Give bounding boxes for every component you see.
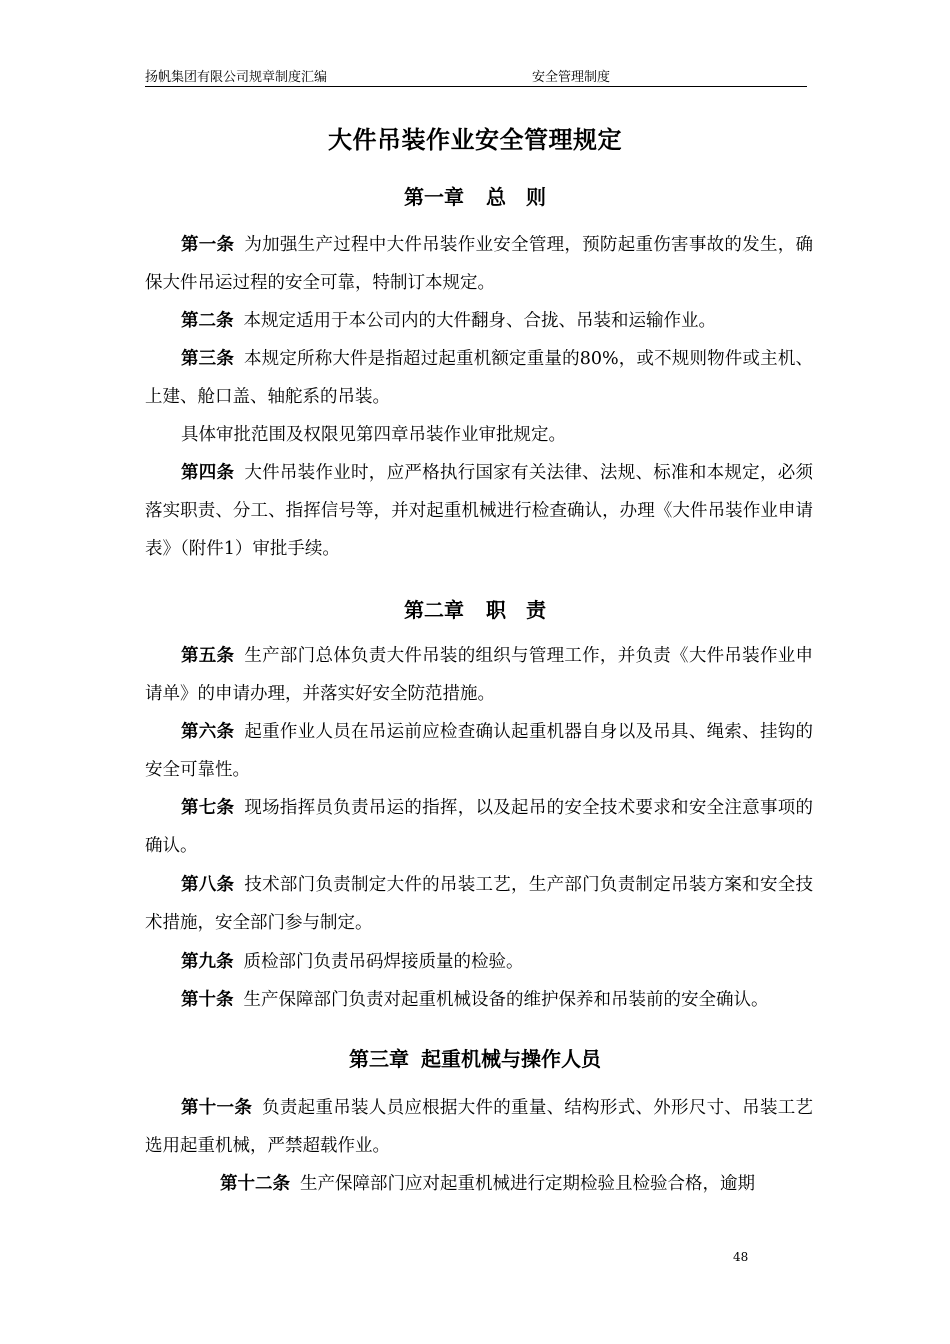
chapter-heading-1 (0, 181, 950, 210)
chapter-name: 总 则 (486, 185, 546, 209)
article-12 (145, 1165, 813, 1203)
article-9 (145, 943, 813, 981)
article-label: 第一条 (181, 235, 235, 255)
article-2 (145, 302, 813, 340)
article-label: 第三条 (181, 349, 235, 369)
article-7 (145, 789, 813, 865)
article-text: 具体审批范围及权限见第四章吊装作业审批规定。 (181, 425, 566, 445)
article-text: 本规定适用于本公司内的大件翻身、合拢、吊装和运输作业。 (243, 311, 716, 331)
article-text: 负责起重吊装人员应根据大件的重量、结构形式、外形尺寸、吊装工艺选用起重机械，严禁超载作业。 (145, 1098, 814, 1156)
chapter-name: 起重机械与操作人员 (421, 1047, 601, 1071)
article-5 (145, 637, 813, 713)
chapter-heading-3 (0, 1043, 950, 1072)
article-11 (145, 1089, 813, 1165)
article-label: 第二条 (181, 311, 234, 331)
article-1 (145, 226, 813, 302)
article-text: 技术部门负责制定大件的吊装工艺，生产部门负责制定吊装方案和安全技术措施，安全部门参与制定。 (145, 875, 814, 933)
article-text: 本规定所称大件是指超过起重机额定重量的80%，或不规则物件或主机、上建、舱口盖、轴舵系的吊装。 (145, 349, 813, 407)
article-10 (145, 981, 825, 1019)
chapter-number: 第二章 (404, 598, 464, 622)
chapter-heading-2 (0, 594, 950, 623)
chapter-number: 第三章 (349, 1047, 409, 1071)
article-6 (145, 713, 813, 789)
article-label: 第九条 (181, 952, 234, 972)
article-text: 生产保障部门应对起重机械进行定期检验且检验合格，逾期 (300, 1174, 755, 1194)
article-label: 第七条 (181, 798, 235, 818)
header-center-text: 安全管理制度 (532, 70, 611, 85)
article-label: 第四条 (181, 463, 235, 483)
chapter-number: 第一章 (404, 185, 464, 209)
document-title: 大件吊装作业安全管理规定 (328, 126, 622, 154)
page-header (145, 66, 807, 87)
article-label: 第十一条 (181, 1098, 253, 1118)
article-text: 质检部门负责吊码焊接质量的检验。 (243, 952, 524, 972)
article-text: 生产保障部门负责对起重机械设备的维护保养和吊装前的安全确认。 (243, 990, 769, 1010)
article-label: 第八条 (181, 875, 235, 895)
page-number: 48 (733, 1250, 749, 1264)
article-4 (145, 454, 813, 568)
article-3-note (145, 416, 813, 454)
header-left-text: 扬帆集团有限公司规章制度汇编 (145, 70, 328, 85)
article-text: 起重作业人员在吊运前应检查确认起重机器自身以及吊具、绳索、挂钩的安全可靠性。 (145, 722, 814, 780)
article-label: 第六条 (181, 722, 235, 742)
article-text: 为加强生产过程中大件吊装作业安全管理，预防起重伤害事故的发生，确保大件吊运过程的安全可靠，特制订本规定。 (145, 235, 814, 293)
article-label: 第十条 (181, 990, 234, 1010)
article-8 (145, 866, 813, 942)
article-label: 第五条 (181, 646, 235, 666)
article-text: 生产部门总体负责大件吊装的组织与管理工作，并负责《大件吊装作业申请单》的申请办理，并落实好安全防范措施。 (145, 646, 814, 704)
article-3 (145, 340, 813, 416)
article-text: 现场指挥员负责吊运的指挥，以及起吊的安全技术要求和安全注意事项的确认。 (145, 798, 814, 856)
article-label: 第十二条 (220, 1174, 290, 1194)
chapter-name: 职 责 (486, 598, 546, 622)
article-text: 大件吊装作业时，应严格执行国家有关法律、法规、标准和本规定，必须落实职责、分工、指挥信号等，并对起重机械进行检查确认，办理《大件吊装作业申请表》（附件1）审批手续。 (145, 463, 814, 559)
